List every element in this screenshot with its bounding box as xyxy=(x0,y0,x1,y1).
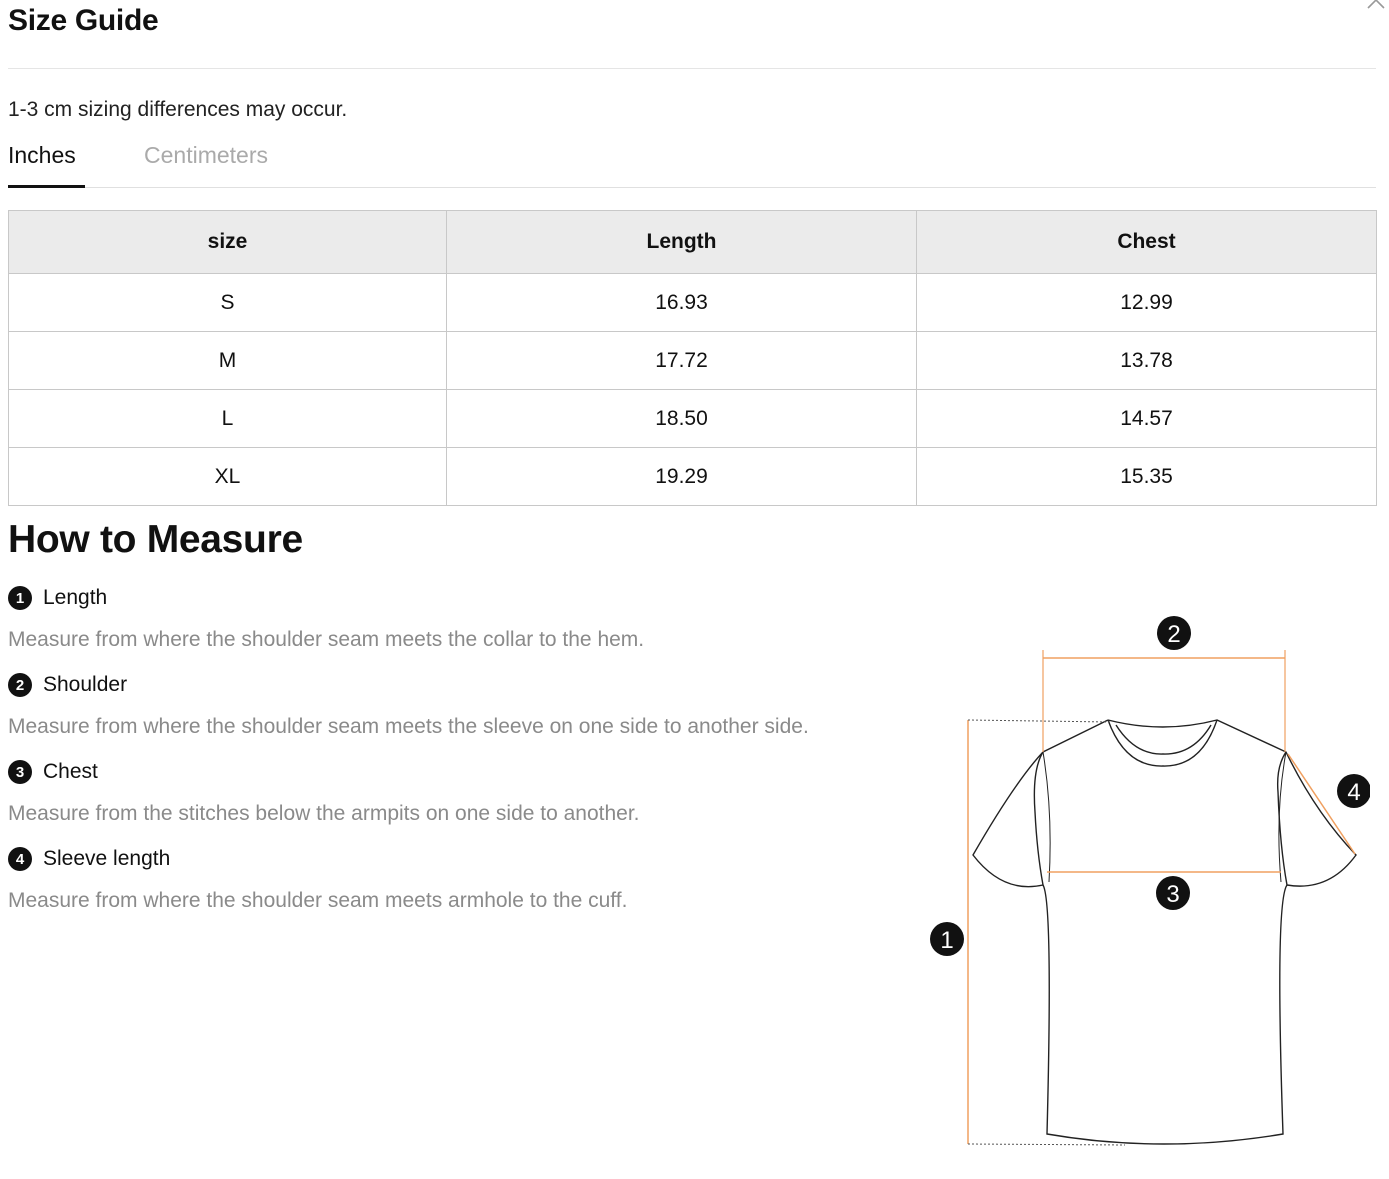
table-row xyxy=(9,390,1377,448)
measure-label: Sleeve length xyxy=(43,847,171,870)
table-row xyxy=(9,332,1377,390)
tshirt-measurement-diagram xyxy=(925,612,1370,1157)
tab-inches[interactable]: Inches xyxy=(8,142,76,168)
number-badge: 4 xyxy=(8,847,32,871)
table-header-row xyxy=(9,211,1377,274)
table-row xyxy=(9,274,1377,332)
table-cell-size: S xyxy=(9,274,447,332)
active-tab-indicator xyxy=(8,185,85,188)
svg-text:1: 1 xyxy=(940,927,954,954)
table-cell-chest: 12.99 xyxy=(917,274,1377,332)
table-cell-chest: 14.57 xyxy=(917,390,1377,448)
table-cell-chest: 15.35 xyxy=(917,448,1377,506)
measure-description: Measure from where the shoulder seam meets the sleeve on one side to another side. xyxy=(8,715,809,738)
table-cell-length: 16.93 xyxy=(447,274,917,332)
number-badge: 3 xyxy=(8,760,32,784)
table-row xyxy=(9,448,1377,506)
table-cell-chest: 13.78 xyxy=(917,332,1377,390)
tshirt-outline xyxy=(973,720,1356,1144)
table-cell-size: XL xyxy=(9,448,447,506)
table-cell-size: L xyxy=(9,390,447,448)
table-cell-length: 17.72 xyxy=(447,332,917,390)
measure-description: Measure from where the shoulder seam meets armhole to the cuff. xyxy=(8,889,628,912)
table-cell-length: 18.50 xyxy=(447,390,917,448)
number-badge: 2 xyxy=(8,673,32,697)
column-header-length: Length xyxy=(447,211,917,274)
page-title: Size Guide xyxy=(8,4,159,37)
measure-description: Measure from where the shoulder seam meets the collar to the hem. xyxy=(8,628,645,651)
how-to-measure-title: How to Measure xyxy=(8,518,303,561)
close-icon[interactable] xyxy=(1364,0,1388,12)
measure-item-sleeve-length xyxy=(8,847,170,871)
table-cell-size: M xyxy=(9,332,447,390)
measure-description: Measure from the stitches below the armpits on one side to another. xyxy=(8,802,640,825)
measure-label: Length xyxy=(43,586,108,609)
unit-tabs xyxy=(8,142,1376,188)
size-table xyxy=(8,210,1377,506)
measure-item-length xyxy=(8,586,107,610)
number-badge: 1 xyxy=(8,586,32,610)
svg-text:2: 2 xyxy=(1167,621,1181,648)
tabs-baseline xyxy=(8,187,1376,188)
svg-text:4: 4 xyxy=(1347,779,1361,806)
sizing-note: 1-3 cm sizing differences may occur. xyxy=(8,98,348,121)
diagram-badge-sleeve-length xyxy=(1337,774,1370,808)
diagram-badge-length xyxy=(930,922,964,956)
measure-item-shoulder xyxy=(8,673,127,697)
svg-text:3: 3 xyxy=(1166,881,1180,908)
table-cell-length: 19.29 xyxy=(447,448,917,506)
column-header-size: size xyxy=(9,211,447,274)
column-header-chest: Chest xyxy=(917,211,1377,274)
diagram-badge-shoulder xyxy=(1157,616,1191,650)
diagram-badge-chest xyxy=(1156,876,1190,910)
measure-label: Shoulder xyxy=(43,673,128,696)
measure-label: Chest xyxy=(43,760,98,783)
measure-item-chest xyxy=(8,760,98,784)
header-divider xyxy=(8,68,1376,69)
tab-centimeters[interactable]: Centimeters xyxy=(144,142,268,168)
